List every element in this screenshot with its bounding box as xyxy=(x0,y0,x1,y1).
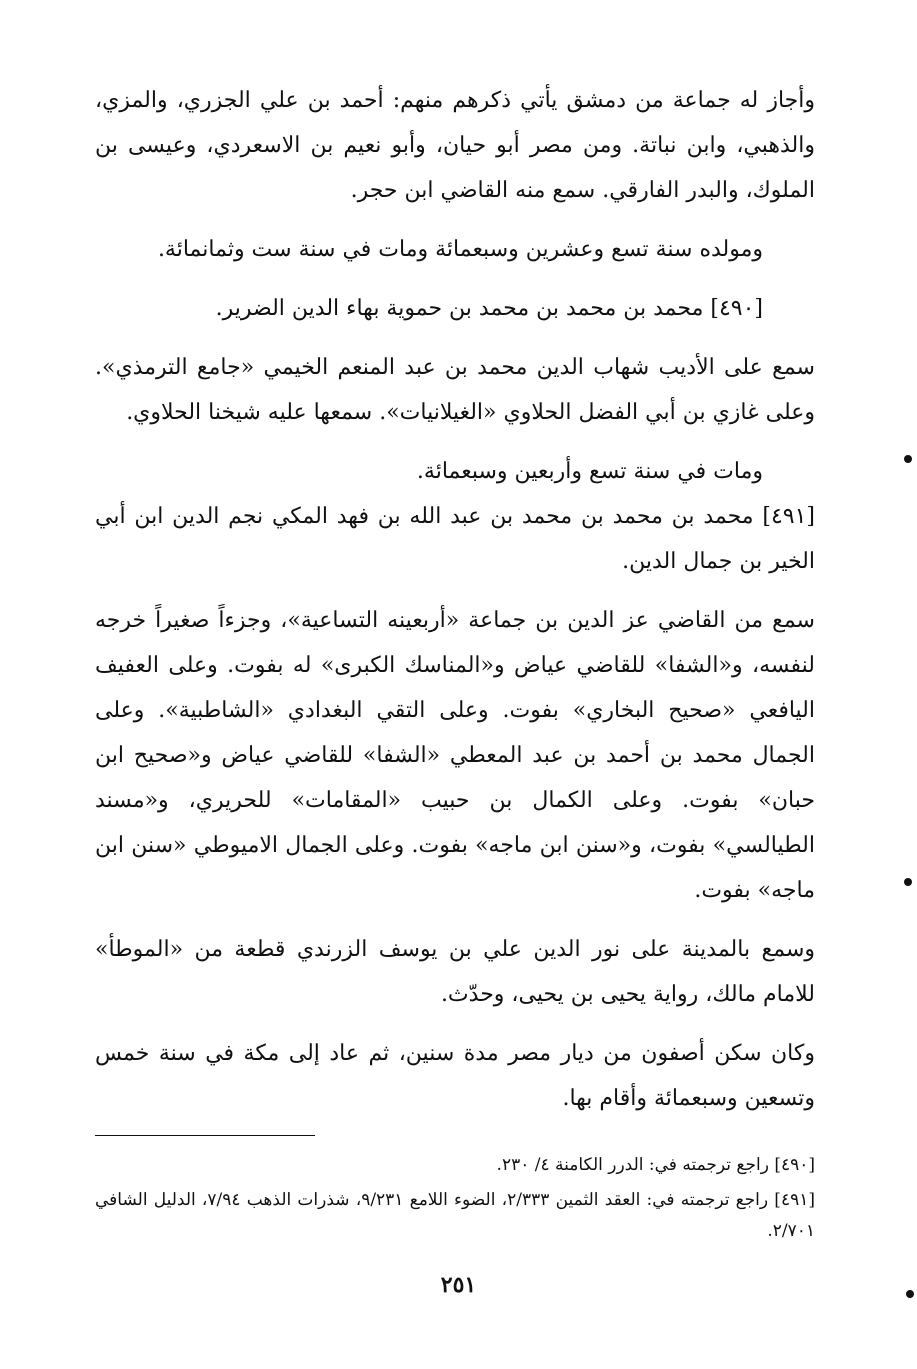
entry-heading-490: [٤٩٠] محمد بن محمد بن محمد بن حموية بهاء الدين الضرير. xyxy=(215,296,763,321)
page-number: ٢٥١ xyxy=(440,1272,477,1298)
paragraph-490-death: ومات في سنة تسع وأربعين وسبعمائة. xyxy=(416,459,763,484)
paragraph-ijaza: وأجاز له جماعة من دمشق يأتي ذكرهم منهم: أحمد بن علي الجزري، والمزي، والذهبي، وابن نباتة. ومن مصر أبو حيان، وأبو نعيم بن الاسعردي، وعيسى بن الملوك، والبدر الفارقي. سمع منه القاضي ابن حجر. xyxy=(95,88,815,203)
paragraph-491-madina: وسمع بالمدينة على نور الدين علي بن يوسف الزرندي قطعة من «الموطأ» للامام مالك، رواية يحيى بن يحيى، وحدّث. xyxy=(95,937,815,1007)
paragraph-birth-death: ومولده سنة تسع وعشرين وسبعمائة ومات في سنة ست وثمانمائة. xyxy=(157,237,763,262)
footnote-separator xyxy=(95,1135,315,1136)
scan-edge-mark xyxy=(904,455,912,463)
page-body xyxy=(95,78,815,1251)
entry-heading-491: [٤٩١] محمد بن محمد بن محمد بن عبد الله بن فهد المكي نجم الدين ابن أبي الخير بن جمال الدين. xyxy=(95,504,815,574)
footnote-rule-wrap xyxy=(95,1135,815,1136)
footnote-491: [٤٩١] راجع ترجمته في: العقد الثمين ٢/٣٣٣، الضوء اللامع ٩/٢٣١، شذرات الذهب ٧/٩٤، الدليل الشافي ٢/٧٠١. xyxy=(95,1190,815,1241)
scan-edge-mark xyxy=(906,1290,914,1298)
footnote-490: [٤٩٠] راجع ترجمته في: الدرر الكامنة ٤/ ٢٣٠. xyxy=(496,1155,815,1175)
scan-edge-mark xyxy=(904,878,912,886)
footnotes xyxy=(95,1150,815,1247)
paragraph-491-hearing: سمع من القاضي عز الدين بن جماعة «أربعينه التساعية»، وجزءاً صغيراً خرجه لنفسه، و«الشفا» للقاضي عياض و«المناسك الكبرى» له بفوت. وعلى العفيف اليافعي «صحيح البخاري» بفوت. وعلى التقي البغدادي «الشاطبية». وعلى الجمال محمد بن أحمد بن عبد المعطي «الشفا» للقاضي عياض و«صحيح ابن حبان» بفوت. وعلى الكمال بن حبيب «المقامات» للحريري، و«مسند الطيالسي» بفوت، و«سنن ابن ماجه» بفوت. وعلى الجمال الاميوطي «سنن ابن ماجه» بفوت. xyxy=(95,608,815,903)
paragraph-490-hearing: سمع على الأديب شهاب الدين محمد بن عبد المنعم الخيمي «جامع الترمذي». وعلى غازي بن أبي الفضل الحلاوي «الغيلانيات». سمعها عليه شيخنا الحلاوي. xyxy=(95,355,815,425)
paragraph-491-residence: وكان سكن أصفون من ديار مصر مدة سنين، ثم عاد إلى مكة في سنة خمس وتسعين وسبعمائة وأقام بها. xyxy=(95,1041,815,1111)
